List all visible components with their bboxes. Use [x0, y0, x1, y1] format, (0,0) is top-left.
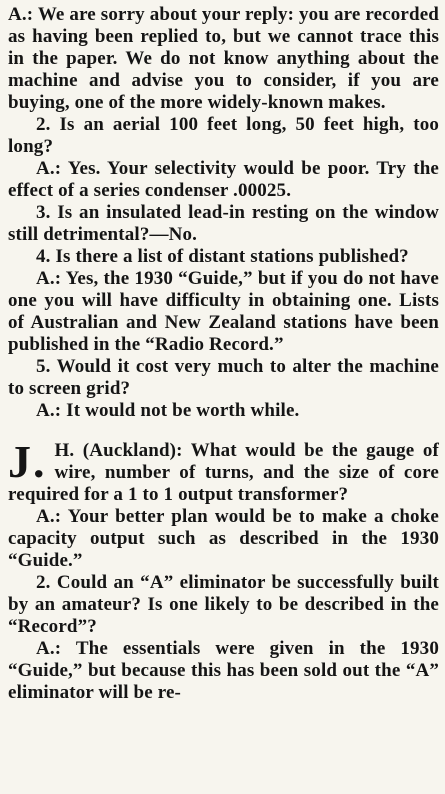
correspondent-question: [8, 436, 439, 506]
answer-paragraph: A.: Yes, the 1930 “Guide,” but if you do not have one you will have difficulty in obtaining one. Lists of Australian and New Zealand stations have been published in the “Radio Record.”: [8, 268, 439, 355]
answer-paragraph: A.: The essentials were given in the 1930 “Guide,” but because this has been sold out the “A” eliminator will be re-: [8, 638, 439, 703]
correspondent-lead: H. (Auckland): What would be the gauge of wire, number of turns, and the size of core required for a 1 to 1 output transformer?: [8, 440, 439, 505]
question-paragraph: 4. Is there a list of distant stations published?: [36, 246, 409, 267]
drop-cap: J.: [8, 436, 47, 487]
question-paragraph: 2. Is an aerial 100 feet long, 50 feet high, too long?: [8, 114, 439, 157]
question-paragraph: 5. Would it cost very much to alter the machine to screen grid?: [8, 356, 439, 399]
answer-paragraph: A.: Yes. Your selectivity would be poor. Try the effect of a series condenser .00025.: [8, 158, 439, 201]
section-gap: [8, 422, 439, 440]
answer-paragraph: A.: It would not be worth while.: [36, 400, 300, 421]
question-paragraph: 2. Could an “A” eliminator be successfully built by an amateur? Is one likely to be described in the “Record”?: [8, 572, 439, 637]
question-paragraph: 3. Is an insulated lead-in resting on the window still detrimental?—No.: [8, 202, 439, 245]
answer-paragraph: A.: We are sorry about your reply: you are recorded as having been replied to, but we cannot trace this in the paper. We do not know anything about the machine and advise you to consider, if you are buying, one of the more widely-known makes.: [8, 4, 439, 113]
answer-paragraph: A.: Your better plan would be to make a choke capacity output such as described in the 1930 “Guide.”: [8, 506, 439, 571]
